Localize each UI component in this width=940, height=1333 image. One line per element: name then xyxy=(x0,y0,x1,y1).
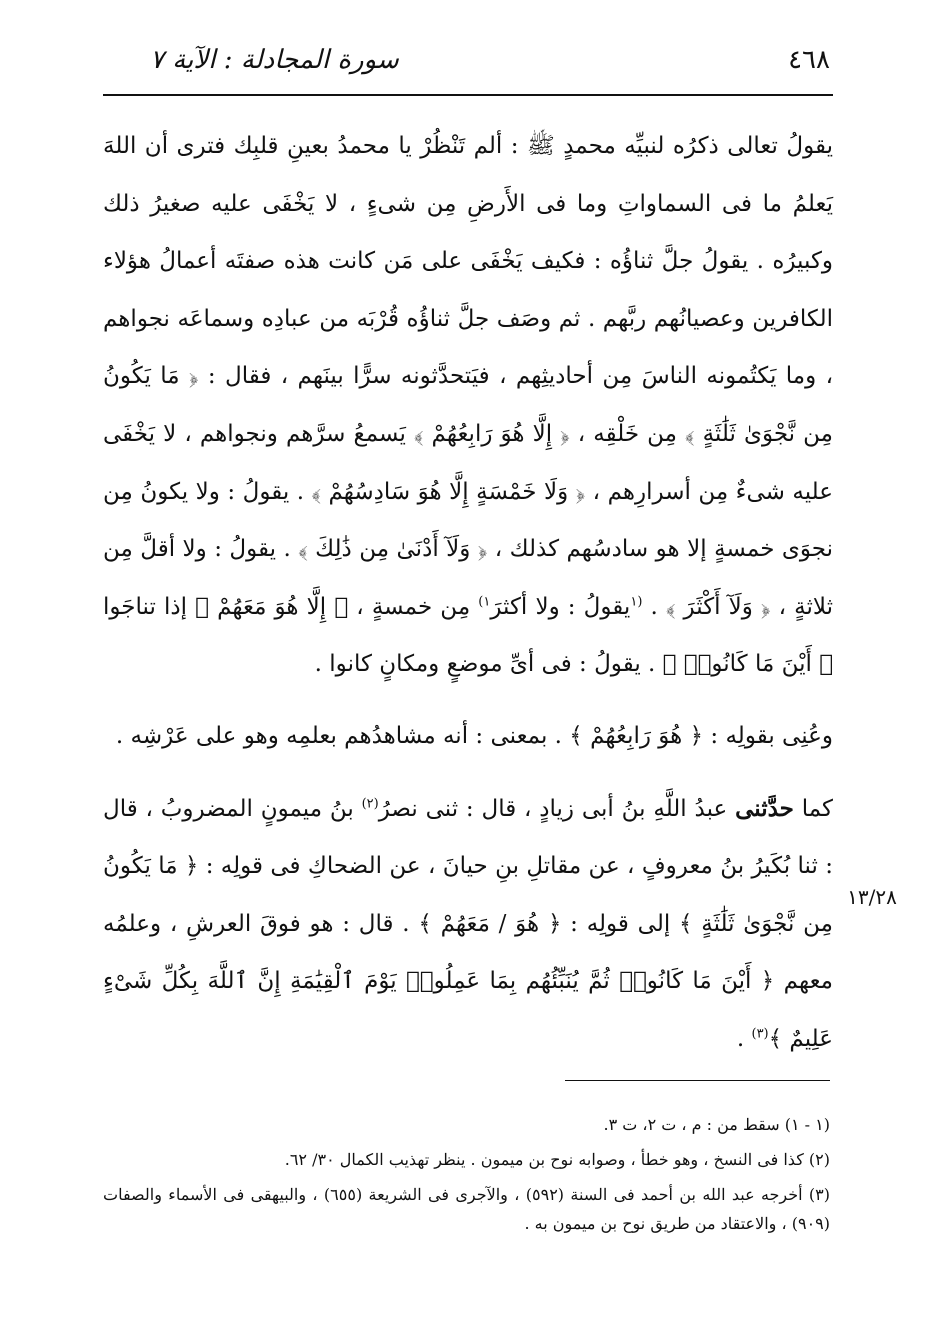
text-run: بنُ ميمونٍ المضروبُ ، قال : ثنا بُكَيرُ بنُ معروفٍ ، عن مقاتلِ بنِ حيانَ ، عن الضحاكِ فى قولِه : xyxy=(103,795,833,880)
text-run: . يقولُ : فى أىِّ موضعٍ ومكانٍ كانوا . xyxy=(314,651,663,678)
page-header xyxy=(100,30,830,90)
quran-verse: ﴿ وَلَا خَمْسَةٍ إِلَّا هُوَ سَادِسُهُمْ ﴾ xyxy=(311,478,586,505)
header-rule xyxy=(103,94,833,96)
quran-verse: ﴿ مَا يَكُونُ مِن نَّجْوَىٰ ثَلَٰثَةٍ ﴾ xyxy=(103,853,833,937)
paragraph-1 xyxy=(103,118,833,694)
footnote-ref-1-open: (١ xyxy=(630,594,643,610)
footnote-1: (١ - ١) سقط من : م ، ت ٢، ت ٣. xyxy=(603,1115,830,1134)
text-run: . قال : هو فوقَ العرشِ ، وعلمُه معهم xyxy=(103,910,834,995)
text-run: إذا تناجَوا xyxy=(103,593,196,620)
quran-verse: ﴿ إِلَّا هُوَ رَابِعُهُمْ ﴾ xyxy=(414,420,570,447)
text-run: يقولُ تعالى ذكرُه لنبيِّه محمدٍ ﷺ : ألم تَنْظُرْ يا محمدُ بعينِ قلبِك فترى أن اللهَ يَعلمُ ما فى السماواتِ وما فى الأَرضِ مِن شىءٍ ، لا يَخْفَى عليه صغيرُ ذلك وكبيرُه . يقولُ جلَّ ثناؤُه : فكيف يَخْفَى على مَن كانت هذه صفتَه أعمالُ هؤلاء الكافرين وعصيانُهم ربَّهم . ثم وصَف جلَّ ثناؤُه قُرْبَه من عبادِه وسماعَه نجواهم ، وما يَكتُمونه الناسَ مِن أحاديثِهم ، فيَتحدَّثونه سرًّا بينَهم ، فقال : xyxy=(103,133,834,390)
text-run: . يقولُ : ولا أقلَّ مِن ثلاثةٍ ، xyxy=(103,536,834,620)
isnad-keyword: حدَّثنى xyxy=(735,794,794,822)
paragraph-2 xyxy=(103,708,833,766)
quran-verse: ﴿ وَلَآ أَكْثَرَ ﴾ xyxy=(665,593,771,620)
running-title: سورة المجادلة : الآية ٧ xyxy=(150,45,399,75)
footnote-ref-2: (٢) xyxy=(361,795,379,811)
quran-verse: ﴿ إِلَّا هُوَ مَعَهُمْ ﴾ xyxy=(195,593,349,620)
text-run: مِن خَلْقِه ، xyxy=(569,420,686,447)
footnote-ref-3: (٣) xyxy=(751,1026,769,1042)
text-run: عبدُ اللَّهِ بنُ أبى زيادٍ ، قال : ثنى نصرُ xyxy=(378,795,736,822)
text-run: . يقولُ : ولا يكونُ مِن نجوَى خمسةٍ إلا هو سادسُهم كذلك ، xyxy=(103,478,834,563)
quran-verse: ﴿ هُوَ رَابِعُهُمْ ﴾ xyxy=(569,722,704,749)
text-run: يَسمعُ سرَّهم ونجواهم ، لا يَخْفَى عليه شىءٌ مِن أسرارِهم ، xyxy=(103,420,833,505)
footnote-ref-1-close: ١) xyxy=(478,594,491,610)
text-run: وعُنِى بقولِه : xyxy=(703,722,833,749)
main-text xyxy=(103,118,833,1069)
footnote-rule xyxy=(565,1080,830,1081)
page-number: ٤٦٨ xyxy=(788,45,830,75)
quran-verse: ﴿ أَيْنَ مَا كَانُوا۟ ﴾ xyxy=(662,651,833,678)
footnotes xyxy=(103,1110,830,1244)
text-run: مِن خمسةٍ ، xyxy=(348,593,479,620)
quran-verse: ﴿ أَيْنَ مَا كَانُوا۟ ثُمَّ يُنَبِّئُهُم بِمَا عَمِلُوا۟ يَوْمَ ٱلْقِيَٰمَةِ إِنَّ ٱللَّهَ بِكُلِّ شَىْءٍ عَلِيمٌ ﴾ xyxy=(103,968,833,1052)
text-run: كما xyxy=(793,795,833,822)
margin-volume-page-note: ١٣/٢٨ xyxy=(847,885,897,909)
quran-verse: ﴿ مَا يَكُونُ مِن نَّجْوَىٰ ثَلَٰثَةٍ ﴾ xyxy=(103,363,833,447)
quran-verse: ﴿ وَلَآ أَدْنَىٰ مِن ذَٰلِكَ ﴾ xyxy=(298,536,488,563)
text-run: إلى قولِه : xyxy=(561,910,679,937)
paragraph-3 xyxy=(103,780,833,1069)
text-run: يقولُ : ولا أكثرَ xyxy=(490,593,631,620)
footnote-2: (٢) كذا فى النسخ ، وهو خطأ ، وصوابه نوح بن ميمون . ينظر تهذيب الكمال ٣٠/ ٦٢. xyxy=(284,1150,830,1169)
text-run: . xyxy=(642,593,666,620)
text-run: . xyxy=(736,1025,752,1052)
text-run: . بمعنى : أنه مشاهدُهم بعلمِه وهو على عَرْشِه . xyxy=(115,722,570,749)
quran-verse: ﴿ هُوَ / مَعَهُمْ ﴾ xyxy=(418,910,562,937)
footnote-3: (٣) أخرجه عبد الله بن أحمد فى السنة (٥٩٢) ، والآجرى فى الشريعة (٦٥٥) ، والبيهقى فى الأسماء والصفات (٩٠٩) ، والاعتقاد من طريق نوح بن ميمون به . xyxy=(103,1185,831,1233)
